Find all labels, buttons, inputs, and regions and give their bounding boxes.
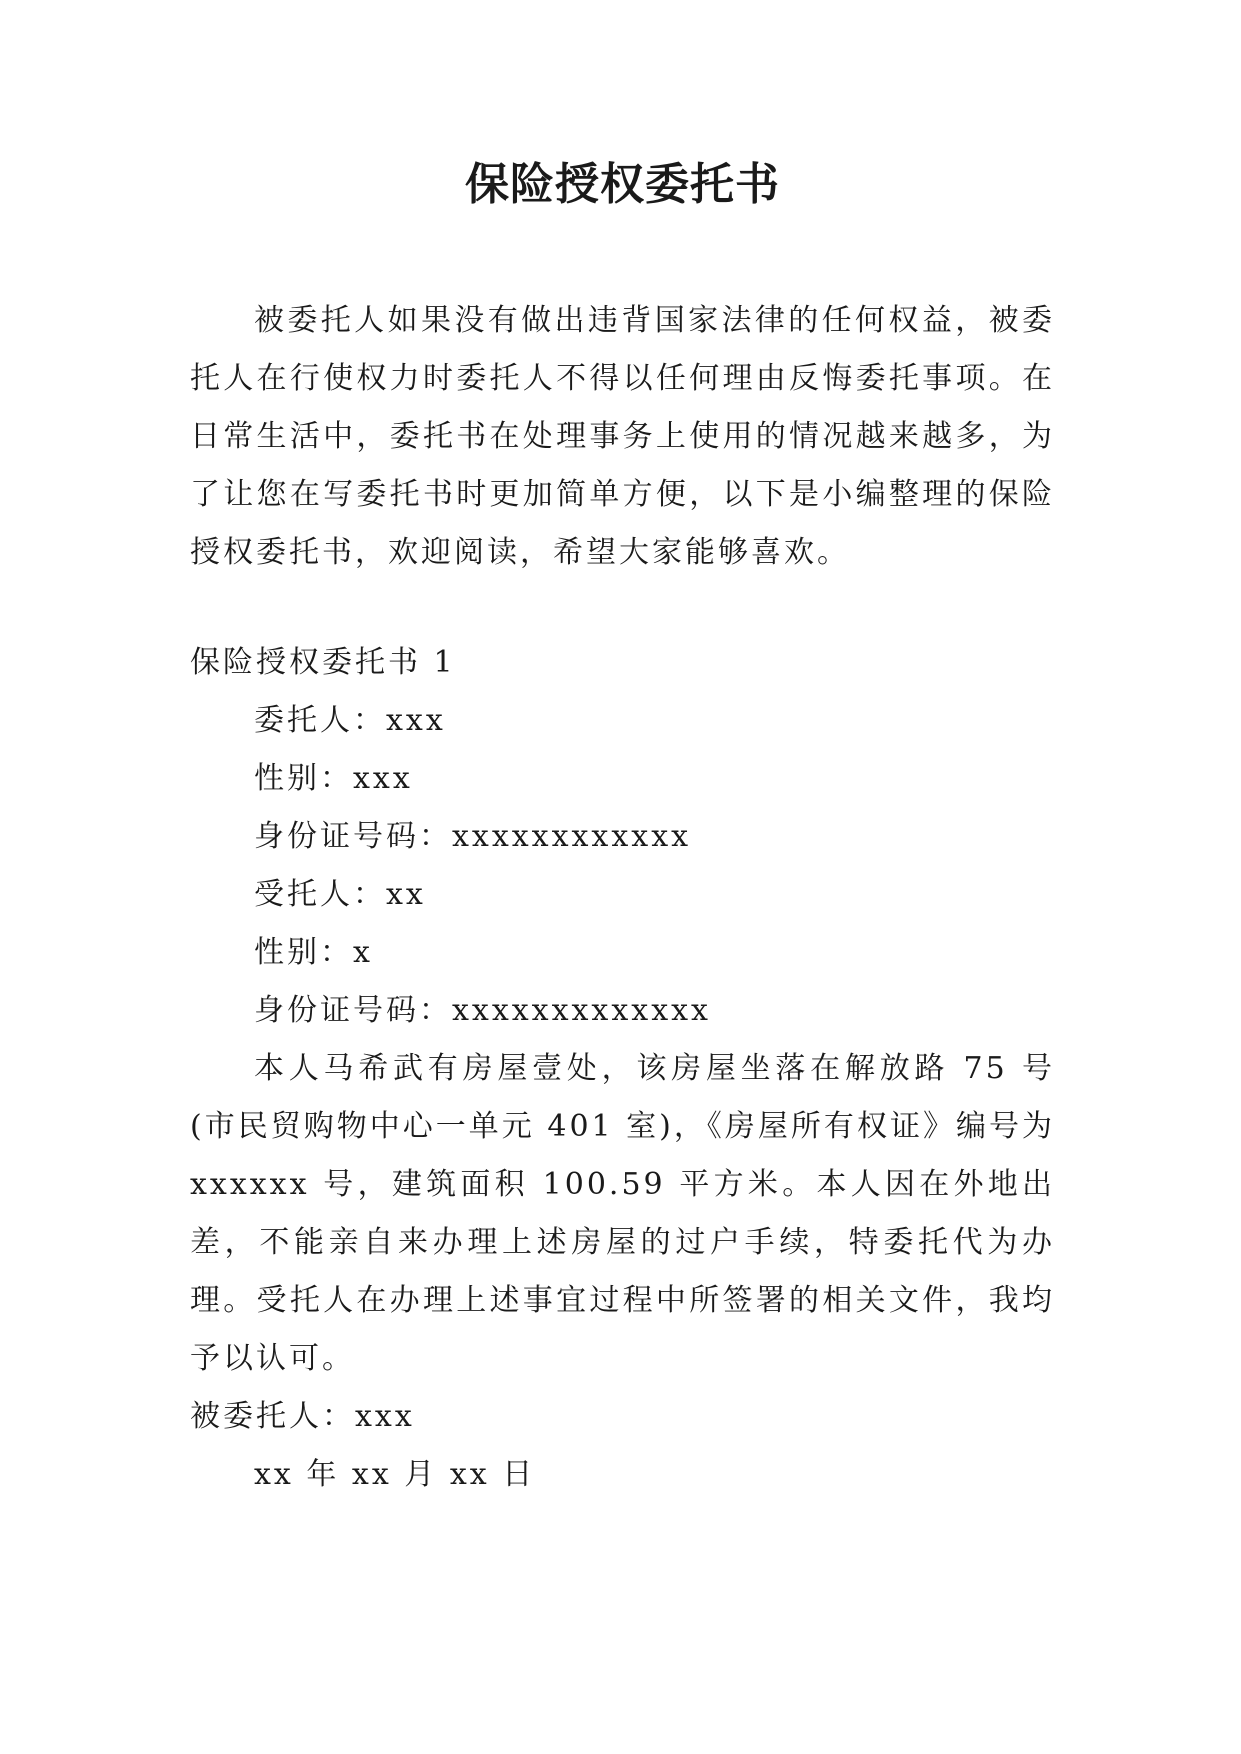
section-heading: 保险授权委托书 1 — [190, 645, 456, 680]
signer-line: 被委托人：xxx — [190, 1399, 415, 1434]
agent-id-number: 身份证号码：xxxxxxxxxxxxx — [254, 993, 711, 1028]
principal-name: 委托人：xxx — [254, 703, 446, 738]
intro-paragraph: 被委托人如果没有做出违背国家法律的任何权益，被委托人在行使权力时委托人不得以任何理由反悔委托事项。在日常生活中，委托书在处理事务上使用的情况越来越多，为了让您在写委托书时更加简单方便，以下是小编整理的保险授权委托书，欢迎阅读，希望大家能够喜欢。 — [190, 303, 1055, 570]
document-content — [190, 148, 1055, 1504]
agent-name: 受托人：xx — [254, 877, 426, 912]
agent-gender: 性别：x — [254, 935, 373, 970]
principal-gender: 性别：xxx — [254, 761, 413, 796]
date-line: xx 年 xx 月 xx 日 — [254, 1457, 536, 1492]
principal-id-number: 身份证号码：xxxxxxxxxxxx — [254, 819, 692, 854]
body-paragraph: 本人马希武有房屋壹处，该房屋坐落在解放路 75 号(市民贸购物中心一单元 401 室)，《房屋所有权证》编号为xxxxxx 号，建筑面积 100.59 平方米。本人因在外地出差，不能亲自来办理上述房屋的过户手续，特委托代为办理。受托人在办理上述事宜过程中所签署的相关文件，我均予以认可。 — [190, 1051, 1055, 1376]
document-title: 保险授权委托书 — [465, 159, 780, 210]
